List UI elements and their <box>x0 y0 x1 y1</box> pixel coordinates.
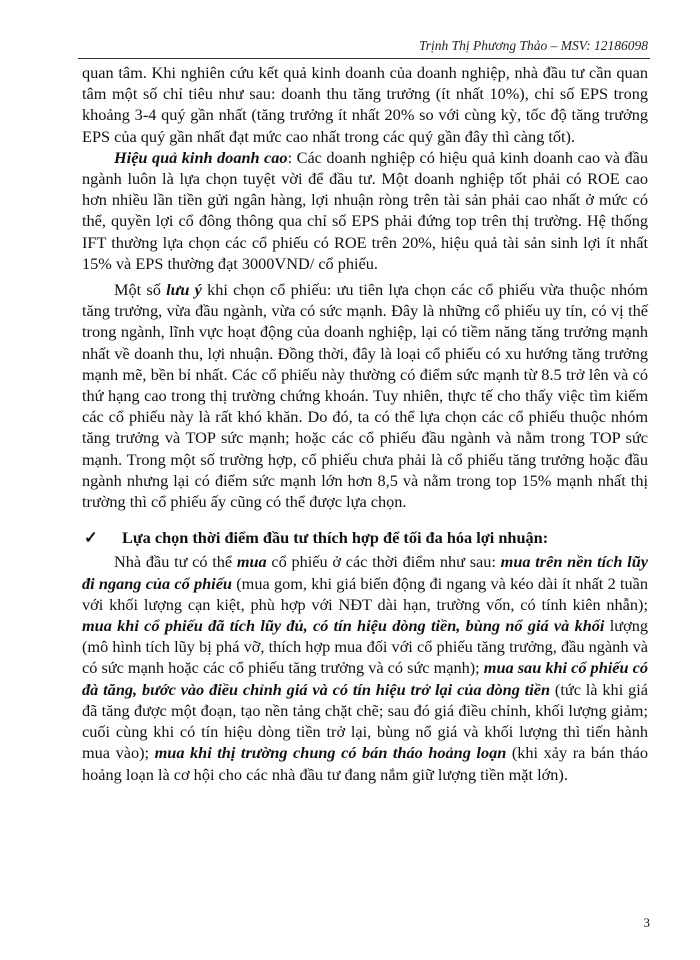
section-heading-text: Lựa chọn thời điểm đầu tư thích hợp để tối đa hóa lợi nhuận: <box>122 528 549 548</box>
paragraph-2-lead: Hiệu quả kinh doanh cao <box>114 147 288 167</box>
page-header-author: Trịnh Thị Phương Thảo – MSV: 12186098 <box>419 38 648 53</box>
paragraph-3-text: khi chọn cổ phiếu: ưu tiên lựa chọn các cổ phiếu vừa thuộc nhóm tăng trưởng, vừa đầu ngành, vừa có sức mạnh. Đây là những cổ phiếu uy tín, có vị thế trong ngành, lĩnh vực hoạt động của doanh nghiệp, lại có tiềm năng tăng trưởng mạnh nhất về doanh thu, lợi nhuận. Đồng thời, đây là loại cổ phiếu có xu hướng tăng trưởng mạnh mẽ, bền bỉ nhất. Các cổ phiếu này thường có điểm sức mạnh từ 8.5 trở lên và có thứ hạng cao trong thị trường chứng khoán. Tuy nhiên, thực tế cho thấy việc tìm kiếm các cổ phiếu này là rất khó khăn. Do đó, ta có thể lựa chọn các cổ phiếu thuộc nhóm tăng trưởng và TOP sức mạnh; hoặc các cổ phiếu đầu ngành và nằm trong TOP sức mạnh. Trong một số trường hợp, cổ phiếu chưa phải là cổ phiếu tăng trưởng hoặc đầu ngành nhưng lại có điểm sức mạnh lớn hơn 8,5 và nằm trong top 15% mạnh nhất thị trường thì cổ phiếu ấy cũng có thể được lựa chọn. <box>82 280 648 512</box>
paragraph-2-text: : Các doanh nghiệp có hiệu quả kinh doanh cao và đầu ngành luôn là lựa chọn tuyệt vời để đầu tư. Một doanh nghiệp tốt phải có ROE cao hơn nhiều lần tiền gửi ngân hàng, lợi nhuận ròng trên tài sản phải cao nhất ở mức có thể, quyền lợi cổ đông thông qua chỉ số EPS phải đứng top trên thị trường. Hệ thống IFT thường lựa chọn các cổ phiếu có ROE trên 20%, hiệu quả tài sản sinh lợi ít nhất 15% và EPS thường đạt 3000VND/ cổ phiếu. <box>82 147 648 273</box>
p4-seg-6: mua khi cổ phiếu đã tích lũy đủ, có tín hiệu dòng tiền, bùng nổ giá và khối <box>82 616 605 636</box>
paragraph-3-emphasis: lưu ý <box>166 280 202 300</box>
paragraph-3-start: Một số <box>114 280 167 300</box>
paragraph-2 <box>82 147 648 274</box>
p4-seg-8: mua sau khi cổ phiếu có đà tăng, bước vào điều chỉnh giá và có tín hiệu trở lại của dòng tiền <box>82 658 648 699</box>
p4-seg-3: cổ phiếu ở các thời điểm như sau: <box>266 552 501 572</box>
p4-seg-2: mua <box>236 552 267 572</box>
p4-seg-5: (mua gom, khi giá biến động đi ngang và kéo dài ít nhất 2 tuần với khối lượng cạn kiệt, phù hợp với NĐT dài hạn, trường vốn, có tính kiên nhẫn); <box>82 573 648 614</box>
page-number: 3 <box>643 915 650 930</box>
paragraph-3 <box>82 279 648 512</box>
header-divider <box>78 58 650 59</box>
p4-seg-7: lượng (mô hình tích lũy bị phá vỡ, thích hợp mua đối với cổ phiếu tăng trưởng, đầu ngành và có sức mạnh hoặc các cổ phiếu tăng trưởng và có sức mạnh); <box>82 616 648 678</box>
section-heading <box>82 527 648 548</box>
checkmark-icon: ✓ <box>84 528 98 548</box>
p4-seg-9: (tức là khi giá đã tăng được một đoạn, tạo nền tảng chặt chẽ; sau đó giá điều chỉnh, khối lượng giảm; cuối cùng khi có tín hiệu dòng tiền trở lại, bùng nổ giá và khối lượng thì tiến hành mua vào); <box>82 679 648 763</box>
paragraph-4 <box>82 551 648 784</box>
p4-seg-1: Nhà đầu tư có thể <box>114 552 237 572</box>
document-body <box>82 62 648 785</box>
p4-seg-11: (khi xảy ra bán tháo hoảng loạn là cơ hội cho các nhà đầu tư đang nắm giữ lượng tiền mặt lớn). <box>82 743 648 784</box>
p4-seg-4: mua trên nền tích lũy đi ngang của cổ phiếu <box>82 552 648 593</box>
p4-seg-10: mua khi thị trường chung có bán tháo hoảng loạn <box>154 743 507 763</box>
paragraph-1: quan tâm. Khi nghiên cứu kết quả kinh doanh của doanh nghiệp, nhà đầu tư cần quan tâm một số chỉ tiêu như sau: doanh thu tăng trưởng (ít nhất 10%), chỉ số EPS trong khoảng 3-4 quý gần nhất (tăng trưởng ít nhất 20% so với cùng kỳ, tốc độ tăng trưởng EPS của quý gần nhất đạt mức cao nhất trong các quý gần đây thì càng tốt). <box>82 63 648 146</box>
